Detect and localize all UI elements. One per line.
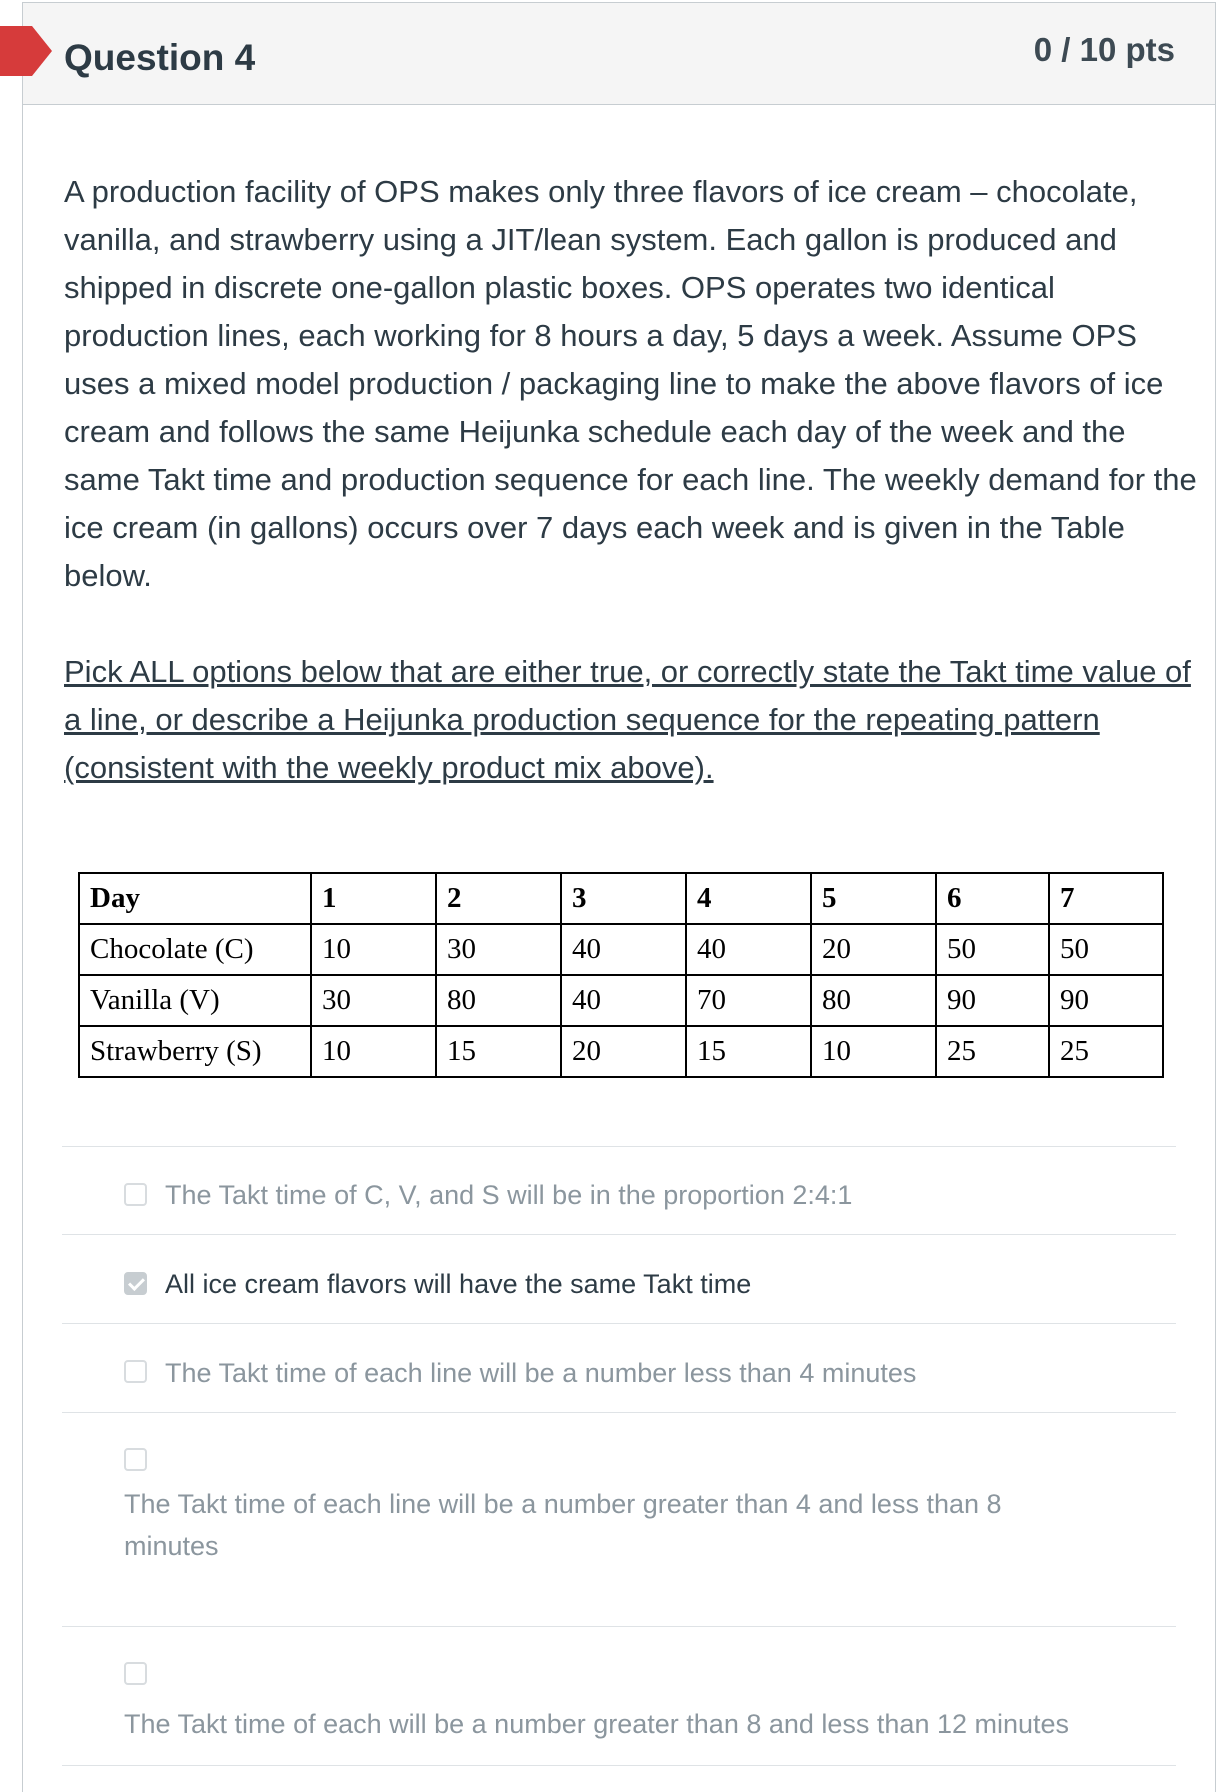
- flag-icon[interactable]: [0, 26, 54, 76]
- table-cell: 15: [436, 1026, 561, 1077]
- table-row: [79, 1026, 1163, 1077]
- table-cell: 70: [686, 975, 811, 1026]
- table-header-cell: 7: [1049, 873, 1163, 924]
- table-cell: Chocolate (C): [79, 924, 311, 975]
- table-cell: 40: [561, 975, 686, 1026]
- table-cell: 20: [561, 1026, 686, 1077]
- table-header-row: [79, 873, 1163, 924]
- answer-option[interactable]: [62, 1626, 1176, 1766]
- question-body: [64, 168, 1204, 785]
- table-cell: 20: [811, 924, 936, 975]
- table-cell: 80: [811, 975, 936, 1026]
- table-cell: Strawberry (S): [79, 1026, 311, 1077]
- table-cell: 25: [1049, 1026, 1163, 1077]
- checkbox-icon[interactable]: [124, 1662, 147, 1685]
- answer-label: The Takt time of each line will be a number greater than 4 and less than 8 minutes: [124, 1489, 1002, 1561]
- table-header-cell: 4: [686, 873, 811, 924]
- table-header-cell: 6: [936, 873, 1049, 924]
- answer-option[interactable]: [62, 1146, 1176, 1234]
- table-cell: 40: [686, 924, 811, 975]
- table-cell: 10: [311, 1026, 436, 1077]
- table-header-cell: 5: [811, 873, 936, 924]
- question-points: 0 / 10 pts: [1033, 31, 1175, 68]
- table-header-cell: 2: [436, 873, 561, 924]
- table-cell: 50: [936, 924, 1049, 975]
- table-cell: 30: [436, 924, 561, 975]
- table-cell: 10: [311, 924, 436, 975]
- answer-label: The Takt time of each line will be a number less than 4 minutes: [165, 1358, 917, 1388]
- answer-option[interactable]: [62, 1234, 1176, 1323]
- question-text: A production facility of OPS makes only three flavors of ice cream – chocolate, vanilla, and strawberry using a JIT/lean system. Each gallon is produced and shipped in discrete one-gallon plastic boxes. OPS operates two identical production lines, each working for 8 hours a day, 5 days a week. Assume OPS uses a mixed model production / packaging line to make the above flavors of ice cream and follows the same Heijunka schedule each day of the week and the same Takt time and production sequence for each line. The weekly demand for the ice cream (in gallons) occurs over 7 days each week and is given in the Table below.: [64, 174, 1197, 593]
- table-row: [79, 975, 1163, 1026]
- table-cell: 50: [1049, 924, 1163, 975]
- table-cell: Vanilla (V): [79, 975, 311, 1026]
- table-cell: 30: [311, 975, 436, 1026]
- question-prompt: Pick ALL options below that are either true, or correctly state the Takt time value of a line, or describe a Heijunka production sequence for the repeating pattern (consistent with the weekly product mix above).: [64, 654, 1191, 785]
- answer-label: All ice cream flavors will have the same Takt time: [165, 1269, 752, 1299]
- checkbox-icon[interactable]: [124, 1360, 147, 1383]
- table-cell: 80: [436, 975, 561, 1026]
- checkbox-checked-icon[interactable]: [124, 1272, 147, 1295]
- table-cell: 25: [936, 1026, 1049, 1077]
- table-header-cell: 1: [311, 873, 436, 924]
- table-header-cell: 3: [561, 873, 686, 924]
- table-cell: 10: [811, 1026, 936, 1077]
- table-header-cell: Day: [79, 873, 311, 924]
- table-cell: 15: [686, 1026, 811, 1077]
- table-cell: 90: [936, 975, 1049, 1026]
- question-title: Question 4: [64, 37, 256, 78]
- answer-option[interactable]: [62, 1323, 1176, 1412]
- answer-label: The Takt time of C, V, and S will be in the proportion 2:4:1: [165, 1180, 853, 1210]
- table-row: [79, 924, 1163, 975]
- table-cell: 40: [561, 924, 686, 975]
- answer-label: The Takt time of each will be a number greater than 8 and less than 12 minutes: [124, 1709, 1070, 1739]
- answer-option[interactable]: [62, 1412, 1176, 1626]
- demand-table: [78, 872, 1164, 1078]
- question-header: [23, 3, 1215, 105]
- checkbox-icon[interactable]: [124, 1183, 147, 1206]
- table-cell: 90: [1049, 975, 1163, 1026]
- checkbox-icon[interactable]: [124, 1448, 147, 1471]
